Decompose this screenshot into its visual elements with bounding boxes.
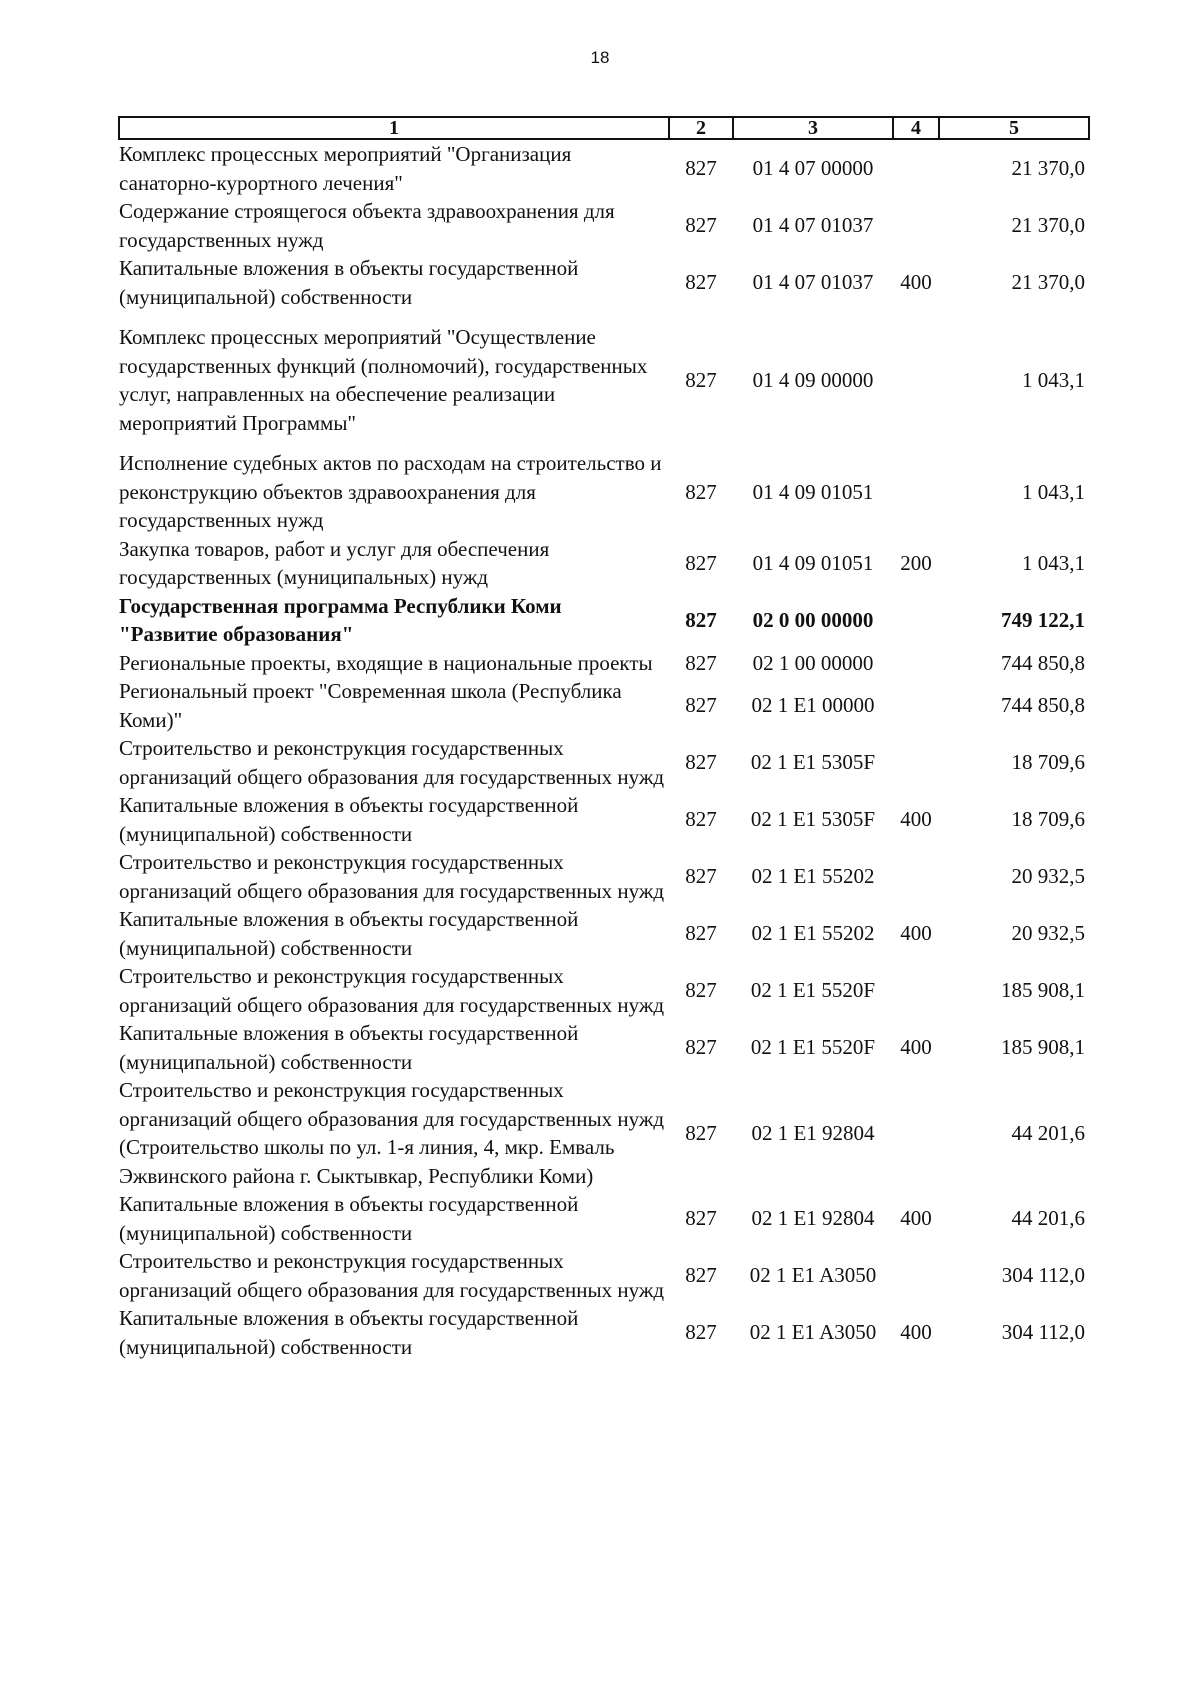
table-row <box>119 905 1089 962</box>
row-expense-type <box>893 734 939 791</box>
table-row <box>119 791 1089 848</box>
row-expense-type: 400 <box>900 270 932 295</box>
row-amount: 44 201,6 <box>1011 1206 1085 1231</box>
row-expense-type <box>893 848 939 905</box>
row-name: Капитальные вложения в объекты государственной (муниципальной) собственности <box>119 793 579 846</box>
row-amount: 1 043,1 <box>1022 367 1085 392</box>
row-amount: 749 122,1 <box>1001 607 1085 632</box>
table-row <box>119 1304 1089 1361</box>
row-expense-type <box>893 649 939 678</box>
row-expense-type <box>893 1247 939 1304</box>
row-name: Региональный проект "Современная школа (Республика Коми)" <box>119 679 622 732</box>
row-target-code: 02 1 E1 A3050 <box>749 1320 877 1345</box>
row-amount: 185 908,1 <box>1001 1035 1085 1060</box>
row-gr-code: 827 <box>685 479 717 504</box>
row-target-code: 02 1 E1 5305F <box>750 807 876 832</box>
table-row <box>119 197 1089 254</box>
table-row <box>119 311 1089 449</box>
row-expense-type <box>893 311 939 449</box>
row-name: Комплекс процессных мероприятий "Осуществление государственных функций (полномочий), государственных услуг, направленных на обеспечение реализации мероприятий Программы" <box>119 325 648 435</box>
row-gr-code: 827 <box>685 270 717 295</box>
row-gr-code: 827 <box>685 1320 717 1345</box>
header-col-3: 3 <box>733 117 893 139</box>
row-amount: 744 850,8 <box>1001 650 1085 675</box>
row-expense-type <box>893 962 939 1019</box>
row-expense-type <box>893 1076 939 1190</box>
row-amount: 744 850,8 <box>1001 693 1085 718</box>
row-gr-code: 827 <box>685 650 717 675</box>
row-amount: 304 112,0 <box>1001 1320 1085 1345</box>
row-expense-type: 400 <box>900 1035 932 1060</box>
row-amount: 21 370,0 <box>1011 156 1085 181</box>
table-row <box>119 254 1089 311</box>
row-name: Содержание строящегося объекта здравоохранения для государственных нужд <box>119 199 615 252</box>
row-expense-type: 400 <box>900 1206 932 1231</box>
row-gr-code: 827 <box>685 550 717 575</box>
table-row <box>119 1247 1089 1304</box>
row-expense-type: 400 <box>900 1320 932 1345</box>
row-target-code: 02 1 E1 92804 <box>751 1206 875 1231</box>
header-col-5: 5 <box>939 117 1089 139</box>
row-expense-type: 400 <box>900 807 932 832</box>
row-amount: 21 370,0 <box>1011 270 1085 295</box>
row-target-code: 02 1 E1 5520F <box>750 1035 876 1060</box>
row-target-code: 01 4 09 00000 <box>752 367 874 392</box>
row-target-code: 02 1 E1 55202 <box>751 864 875 889</box>
row-expense-type <box>893 592 939 649</box>
row-gr-code: 827 <box>685 367 717 392</box>
header-col-4: 4 <box>893 117 939 139</box>
row-target-code: 02 1 E1 00000 <box>751 693 875 718</box>
table-row <box>119 734 1089 791</box>
table-row <box>119 1190 1089 1247</box>
table-row <box>119 848 1089 905</box>
budget-table <box>118 116 1090 1361</box>
row-target-code: 01 4 09 01051 <box>752 479 874 504</box>
row-name: Капитальные вложения в объекты государственной (муниципальной) собственности <box>119 256 579 309</box>
row-gr-code: 827 <box>685 1263 717 1288</box>
row-target-code: 02 1 E1 5520F <box>750 978 876 1003</box>
row-gr-code: 827 <box>685 693 717 718</box>
row-gr-code: 827 <box>685 807 717 832</box>
header-col-2: 2 <box>669 117 733 139</box>
header-col-1: 1 <box>119 117 669 139</box>
row-name: Капитальные вложения в объекты государственной (муниципальной) собственности <box>119 907 579 960</box>
row-gr-code: 827 <box>685 1206 717 1231</box>
row-target-code: 02 1 00 00000 <box>752 650 874 675</box>
table-row <box>119 1019 1089 1076</box>
row-expense-type: 200 <box>900 550 932 575</box>
row-amount: 1 043,1 <box>1022 479 1085 504</box>
row-amount: 1 043,1 <box>1022 550 1085 575</box>
row-target-code: 01 4 07 00000 <box>752 156 874 181</box>
row-expense-type: 400 <box>900 921 932 946</box>
row-gr-code: 827 <box>685 156 717 181</box>
row-name: Закупка товаров, работ и услуг для обеспечения государственных (муниципальных) нужд <box>119 536 550 589</box>
row-gr-code: 827 <box>685 213 717 238</box>
row-amount: 20 932,5 <box>1011 864 1085 889</box>
table-header <box>119 117 1089 139</box>
row-target-code: 02 1 E1 5305F <box>750 750 876 775</box>
row-target-code: 02 0 00 00000 <box>752 607 874 632</box>
table-row <box>119 1076 1089 1190</box>
table-row <box>119 962 1089 1019</box>
row-name: Капитальные вложения в объекты государственной (муниципальной) собственности <box>119 1306 579 1359</box>
row-gr-code: 827 <box>685 607 717 632</box>
row-gr-code: 827 <box>685 750 717 775</box>
table-body <box>119 139 1089 1361</box>
row-target-code: 01 4 07 01037 <box>752 270 874 295</box>
row-amount: 44 201,6 <box>1011 1120 1085 1145</box>
row-name: Строительство и реконструкция государственных организаций общего образования для государственных нужд <box>119 1249 665 1302</box>
row-gr-code: 827 <box>685 978 717 1003</box>
row-gr-code: 827 <box>685 1035 717 1060</box>
row-name: Строительство и реконструкция государственных организаций общего образования для государственных нужд (Строительство школы по ул. 1-я линия, 4, мкр. Емваль Эжвинского района г. Сыктывкар, Республики Коми) <box>119 1078 665 1188</box>
row-name: Строительство и реконструкция государственных организаций общего образования для государственных нужд <box>119 850 665 903</box>
row-target-code: 02 1 E1 92804 <box>751 1120 875 1145</box>
row-gr-code: 827 <box>685 864 717 889</box>
row-amount: 18 709,6 <box>1011 750 1085 775</box>
table-row <box>119 535 1089 592</box>
row-expense-type <box>893 197 939 254</box>
table-row <box>119 139 1089 197</box>
row-expense-type <box>893 139 939 197</box>
row-name: Капитальные вложения в объекты государственной (муниципальной) собственности <box>119 1021 579 1074</box>
row-expense-type <box>893 677 939 734</box>
row-target-code: 01 4 09 01051 <box>752 550 874 575</box>
row-name: Региональные проекты, входящие в национальные проекты <box>119 650 653 675</box>
row-name: Исполнение судебных актов по расходам на строительство и реконструкцию объектов здравоохранения для государственных нужд <box>119 451 662 532</box>
row-target-code: 02 1 E1 A3050 <box>749 1263 877 1288</box>
row-name: Государственная программа Республики Коми "Развитие образования" <box>119 593 562 646</box>
table-row <box>119 449 1089 535</box>
row-gr-code: 827 <box>685 921 717 946</box>
row-amount: 185 908,1 <box>1001 978 1085 1003</box>
row-name: Капитальные вложения в объекты государственной (муниципальной) собственности <box>119 1192 579 1245</box>
row-name: Комплекс процессных мероприятий "Организация санаторно-курортного лечения" <box>119 142 572 195</box>
table-row <box>119 592 1089 649</box>
row-amount: 21 370,0 <box>1011 213 1085 238</box>
row-amount: 20 932,5 <box>1011 921 1085 946</box>
table-row <box>119 677 1089 734</box>
row-amount: 18 709,6 <box>1011 807 1085 832</box>
row-amount: 304 112,0 <box>1001 1263 1085 1288</box>
row-target-code: 01 4 07 01037 <box>752 213 874 238</box>
row-name: Строительство и реконструкция государственных организаций общего образования для государственных нужд <box>119 964 665 1017</box>
header-row <box>119 117 1089 139</box>
row-name: Строительство и реконструкция государственных организаций общего образования для государственных нужд <box>119 736 665 789</box>
row-target-code: 02 1 E1 55202 <box>751 921 875 946</box>
row-expense-type <box>893 449 939 535</box>
page-number: 18 <box>590 48 610 67</box>
table-row <box>119 649 1089 678</box>
row-gr-code: 827 <box>685 1120 717 1145</box>
